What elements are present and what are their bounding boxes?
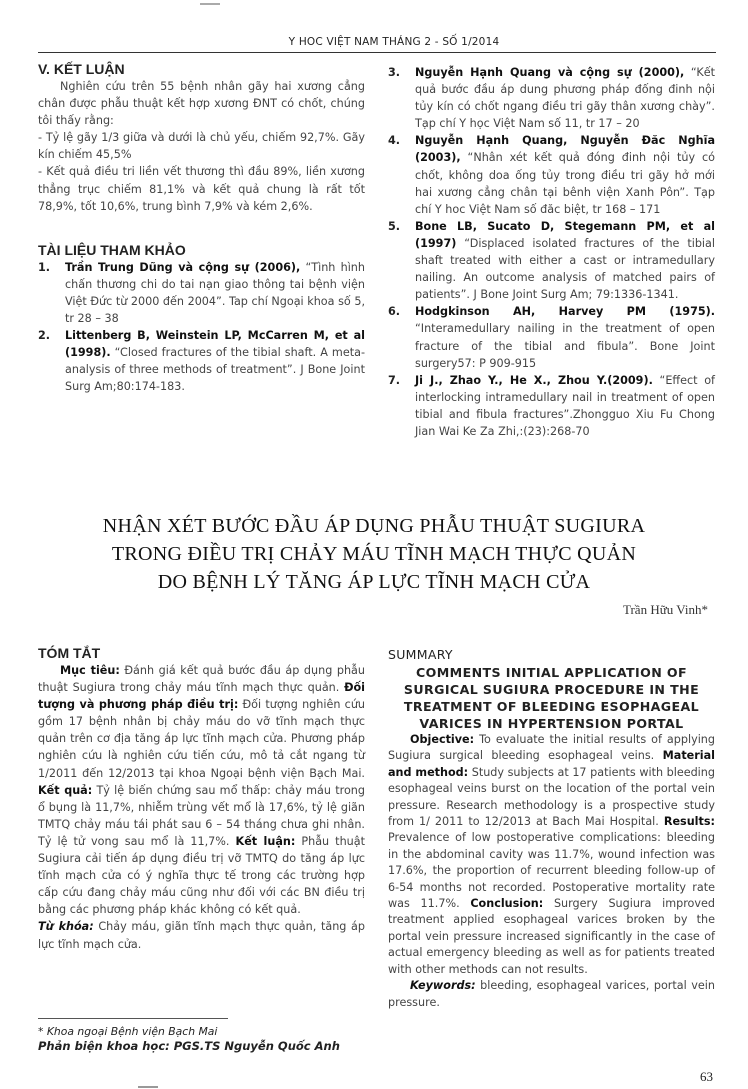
text-run: - Tỷ lệ gãy 1/3 giữa và dưới là chủ yếu, chiếm 92,7%. Gãy kín chiếm 45,5%: [38, 131, 365, 162]
text-run: bleeding, esophageal varices, portal vein pressure.: [388, 979, 715, 1009]
reference-number: 1.: [38, 260, 51, 274]
article-title: [0, 512, 748, 596]
bold-run: Littenberg B, Weinstein LP, McCarren M, et al (1998).: [65, 329, 365, 360]
text-run: To evaluate the initial results of applying Sugiura surgical bleeding esophageal veins.: [388, 733, 715, 763]
bold-run: Bone LB, Sucato D, Stegemann PM, et al (1997): [415, 219, 715, 250]
bold-run: Mục tiêu:: [60, 664, 120, 677]
text-run: Surgery Sugiura improved treatment applied esophageal varices broken by the portal vein pressure increased significantly in the case of actual emergency bleeding as well as for patients treated with other methods can not results.: [388, 897, 715, 976]
reference-number: 7.: [388, 373, 401, 387]
text-run: Phẫu thuật Sugiura cải tiến áp dụng điều trị vỡ TMTQ do tăng áp lực tĩnh mạch cửa có ý nghĩa thực tế trong các trường hợp cấp cứu đang chảy máu cũng như đối với các BN điều trị bằng các phương pháp khác không có kết quả.: [38, 834, 365, 917]
header-rule: [38, 52, 716, 53]
footnote-rule: [38, 1018, 228, 1019]
scan-mark: [138, 1086, 158, 1088]
text-run: Nghiên cứu trên 55 bệnh nhân gãy hai xương cẳng chân được phẫu thuật kết hợp xương ĐNT có chốt, chúng tôi thấy rằng:: [38, 80, 365, 128]
scan-mark: [200, 3, 220, 5]
summary-title: COMMENTS INITIAL APPLICATION OF SURGICAL SUGIURA PROCEDURE IN THE TREATMENT OF BLEEDING ESOPHAGEAL VARICES IN HYPERTENSION PORTAL: [403, 665, 700, 731]
author-name: Trần Hữu Vinh*: [622, 602, 708, 617]
references-right: [388, 64, 715, 440]
reference-item: [388, 64, 715, 132]
paragraph: [388, 732, 715, 978]
abstract-vi-body: [38, 662, 365, 953]
reference-item: [388, 218, 715, 303]
reference-item: [388, 132, 715, 217]
bold-run: Results:: [663, 815, 715, 829]
text-run: - Kết quả điều tri liền vết thương thì đầu 89%, liền xương thẳng trục chiếm 81,1% và kết quả chung là rất tốt 78,9%, tốt 10,6%, trung bình 7,9% và kém 2,6%.: [38, 165, 365, 213]
paragraph: [38, 78, 365, 129]
text-run: Prevalence of low postoperative complications: bleeding in the abdominal cavity was 11.7%, wound infection was 17.6%, the proportion of recurrent bleeding follow-up of 6-54 months not recorded. Postoperative mortality rate was 11.7%.: [388, 831, 715, 911]
reference-number: 4.: [388, 134, 401, 148]
conclusion-heading: V. KẾT LUẬN: [38, 61, 125, 77]
abstract-vietnamese: [38, 644, 365, 953]
text-run: “Effect of interlocking intramedullary nail in treatment of open tibial and fibula fractures”.Zhongguo Xiu Fu Chong Jian Wai Ke Za Zhi,:(23):268-70: [415, 373, 715, 438]
title-line: DO BỆNH LÝ TĂNG ÁP LỰC TĨNH MẠCH CỬA: [157, 571, 591, 593]
text-run: “Interamedullary nailing in the treatment of open fracture of the tibial and fibula”. Bone Joint surgery57: P 909-915: [415, 322, 715, 370]
page-number: 63: [700, 1069, 713, 1084]
summary-heading: SUMMARY: [388, 647, 453, 662]
bold-run: Keywords:: [410, 979, 476, 993]
conclusion-body: [38, 78, 365, 215]
text-run: Đánh giá kết quả bước đầu áp dụng phẫu thuật Sugiura trong chảy máu tĩnh mạch thực quản.: [38, 664, 365, 695]
bold-run: Conclusion:: [470, 897, 544, 911]
title-line: NHẬN XÉT BƯỚC ĐẦU ÁP DỤNG PHẪU THUẬT SUGIURA: [102, 515, 646, 537]
text-run: “Nhân xét kết quả đóng đinh nội tủy có chốt, không doa ống tủy trong điều tri gãy hở mới hai xương cẳng chân tại bênh viện Xanh Pôn”. Tạp chí Y hoc Việt Nam số đăc biệt, tr 168 – 171: [415, 151, 715, 216]
bold-run: Hodgkinson AH, Harvey PM (1975).: [415, 305, 715, 319]
text-run: “Displaced isolated fractures of the tibial shaft treated with either a cast or intramedullary nailing. An outcome analysis of matched pairs of patients”. J Bone Joint Surg Am; 79:1336-1341.: [415, 236, 715, 302]
author-affiliation: * Khoa ngoại Bệnh viện Bạch Mai: [38, 1025, 218, 1038]
bold-run: Material and method:: [388, 749, 715, 779]
abstract-en-body: [388, 732, 715, 1011]
bold-run: Objective:: [410, 733, 475, 746]
reference-item: [388, 372, 715, 440]
reference-item: [388, 303, 715, 371]
paragraph: [38, 163, 365, 214]
bold-run: Đối tượng và phương pháp điều trị:: [38, 681, 365, 712]
abstract-english: [388, 646, 715, 1011]
text-run: Đối tượng nghiên cứu gồm 17 bệnh nhân bị chảy máu do vỡ tĩnh mạch thực quản trên cơ địa tăng áp lực tĩnh mạch cửa. Phương pháp nghiên cứu là nghiên cứu tiến cứu, mô tả cắt ngang từ 1/2011 đến 12/2013 tại khoa Ngoại bệnh viện Bạch Mai.: [38, 698, 365, 780]
text-run: Tỷ lệ biến chứng sau mổ thấp: chảy máu trong ổ bụng là 11,7%, nhiễm trùng vết mổ là 17,6%, tỷ lệ giãn TMTQ chảy máu tái phát sau 6 – 54 tháng chưa ghi nhân. Tỷ lệ tử vong sau mổ là 11,7%.: [38, 783, 365, 848]
paragraph: [38, 662, 365, 918]
bold-run: Ji J., Zhao Y., He X., Zhou Y.(2009).: [415, 373, 653, 387]
reference-item: [38, 259, 365, 327]
text-run: Study subjects at 17 patients with bleeding esophageal veins burst on the location of the portal vein pressure. Research methodology is a prospective study from 1/ 2011 to 12/2013 at Bach Mai Hospital.: [388, 765, 715, 829]
left-column-top: [38, 60, 365, 396]
bold-run: Từ khóa:: [38, 920, 94, 934]
paragraph: [38, 918, 365, 952]
bold-run: Nguyễn Hạnh Quang, Nguyễn Đăc Nghĩa (2003),: [415, 134, 715, 165]
reviewer-note: Phản biện khoa học: PGS.TS Nguyễn Quốc Anh: [38, 1039, 340, 1053]
text-run: “Tình hình chấn thương chi do tai nạn giao thông tai bệnh viện Việt Đức từ 2000 đến 2004”. Tap chí Ngoại khoa số 5, tr 28 – 38: [65, 260, 365, 326]
title-line: TRONG ĐIỀU TRỊ CHẢY MÁU TĨNH MẠCH THỰC QUẢN: [111, 543, 637, 565]
bold-run: Kết quả:: [38, 783, 93, 797]
reference-number: 5.: [388, 219, 401, 233]
abstract-vi-heading: TÓM TẮT: [38, 645, 101, 661]
references-heading: TÀI LIỆU THAM KHẢO: [38, 241, 186, 258]
running-header: Y HOC VIỆT NAM THÁNG 2 - SỐ 1/2014: [288, 36, 500, 48]
bold-run: Nguyễn Hạnh Quang và cộng sự (2000),: [415, 66, 685, 79]
reference-number: 2.: [38, 329, 51, 343]
reference-number: 3.: [388, 66, 401, 79]
bold-run: Kết luận:: [235, 834, 296, 848]
reference-number: 6.: [388, 305, 401, 319]
text-run: Chảy máu, giãn tĩnh mạch thực quản, tăng áp lực tĩnh mạch cửa.: [38, 920, 365, 951]
text-run: “Kết quả bước đầu áp dung phương pháp đống đinh nội tủy kín có chốt ngang điều tri gãy thân xương chày”. Tạp chí Y học Việt Nam số 11, tr 17 – 20: [415, 66, 715, 131]
text-run: “Closed fractures of the tibial shaft. A meta-analysis of three methods of treatment”. J Bone Joint Surg Am;80:174-183.: [65, 346, 365, 394]
paragraph: [38, 129, 365, 163]
references-left: [38, 259, 365, 396]
reference-item: [38, 327, 365, 395]
paragraph: [388, 978, 715, 1011]
footnotes: [38, 1024, 340, 1054]
bold-run: Trần Trung Dũng và cộng sự (2006),: [65, 260, 301, 274]
